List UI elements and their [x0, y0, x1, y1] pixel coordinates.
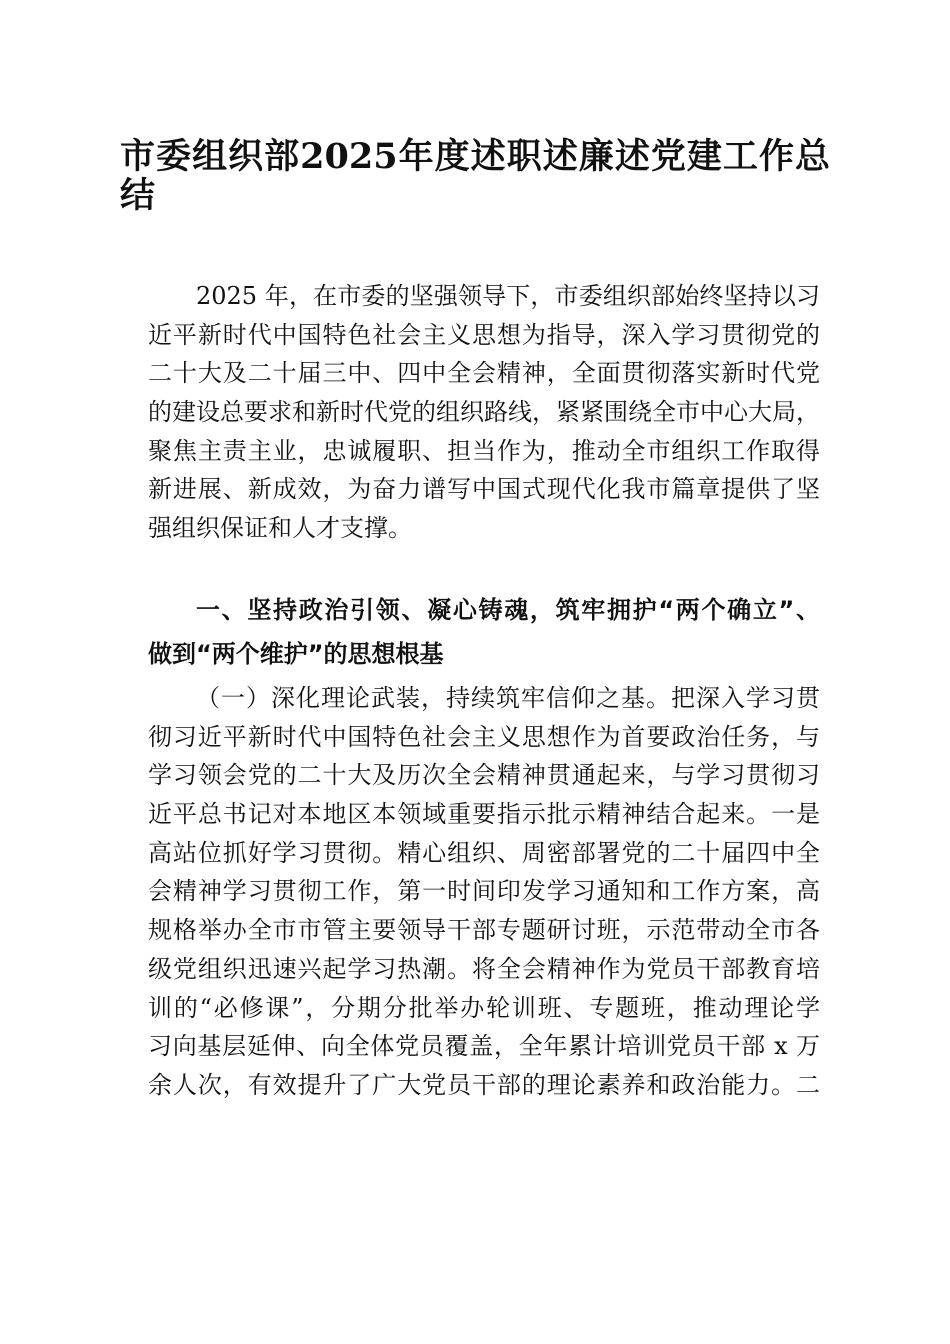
text-line: 学习领会党的二十大及历次全会精神贯通起来，与学习贯彻习 [148, 761, 820, 790]
text-line: 2025 年，在市委的坚强领导下，市委组织部始终坚持以习 [196, 282, 820, 310]
text-line: 新进展、新成效，为奋力谱写中国式现代化我市篇章提供了坚 [148, 475, 820, 504]
text-line: 训的“必修课”，分期分批举办轮训班、专题班，推动理论学 [148, 993, 820, 1022]
subsection-paragraph [148, 679, 820, 1105]
text-line: 会精神学习贯彻工作，第一时间印发学习通知和工作方案，高 [148, 877, 820, 906]
intro-paragraph [148, 277, 820, 548]
text-line: 余人次，有效提升了广大党员干部的理论素养和政治能力。二 [148, 1070, 820, 1099]
text-line: 近平总书记对本地区本领域重要指示批示精神结合起来。一是 [148, 800, 820, 829]
text-line: 级党组织迅速兴起学习热潮。将全会精神作为党员干部教育培 [148, 954, 820, 983]
text-line: 规格举办全市市管主要领导干部专题研讨班，示范带动全市各 [148, 916, 820, 945]
heading-line: 做到“两个维护”的思想根基 [148, 640, 444, 668]
text-line: 二十大及二十届三中、四中全会精神，全面贯彻落实新时代党 [148, 359, 820, 388]
text-line: 高站位抓好学习贯彻。精心组织、周密部署党的二十届四中全 [148, 838, 820, 867]
text-line: 习向基层延伸、向全体党员覆盖，全年累计培训党员干部 x 万 [148, 1032, 820, 1061]
heading-line: 一、坚持政治引领、凝心铸魂，筑牢拥护“两个确立”、 [196, 596, 820, 624]
section-heading [148, 588, 820, 676]
title-line: 市委组织部2025年度述职述廉述党建工作总 [120, 136, 830, 177]
text-line: 近平新时代中国特色社会主义思想为指导，深入学习贯彻党的 [148, 320, 820, 349]
text-line: 强组织保证和人才支撑。 [148, 514, 412, 543]
text-line: 聚焦主责主业，忠诚履职、担当作为，推动全市组织工作取得 [148, 436, 820, 465]
text-line: 彻习近平新时代中国特色社会主义思想作为首要政治任务，与 [148, 722, 820, 751]
title-line: 结 [120, 174, 156, 216]
document-title [120, 138, 830, 215]
text-line: （一）深化理论武装，持续筑牢信仰之基。把深入学习贯 [196, 684, 820, 712]
text-line: 的建设总要求和新时代党的组织路线，紧紧围绕全市中心大局， [148, 398, 820, 427]
